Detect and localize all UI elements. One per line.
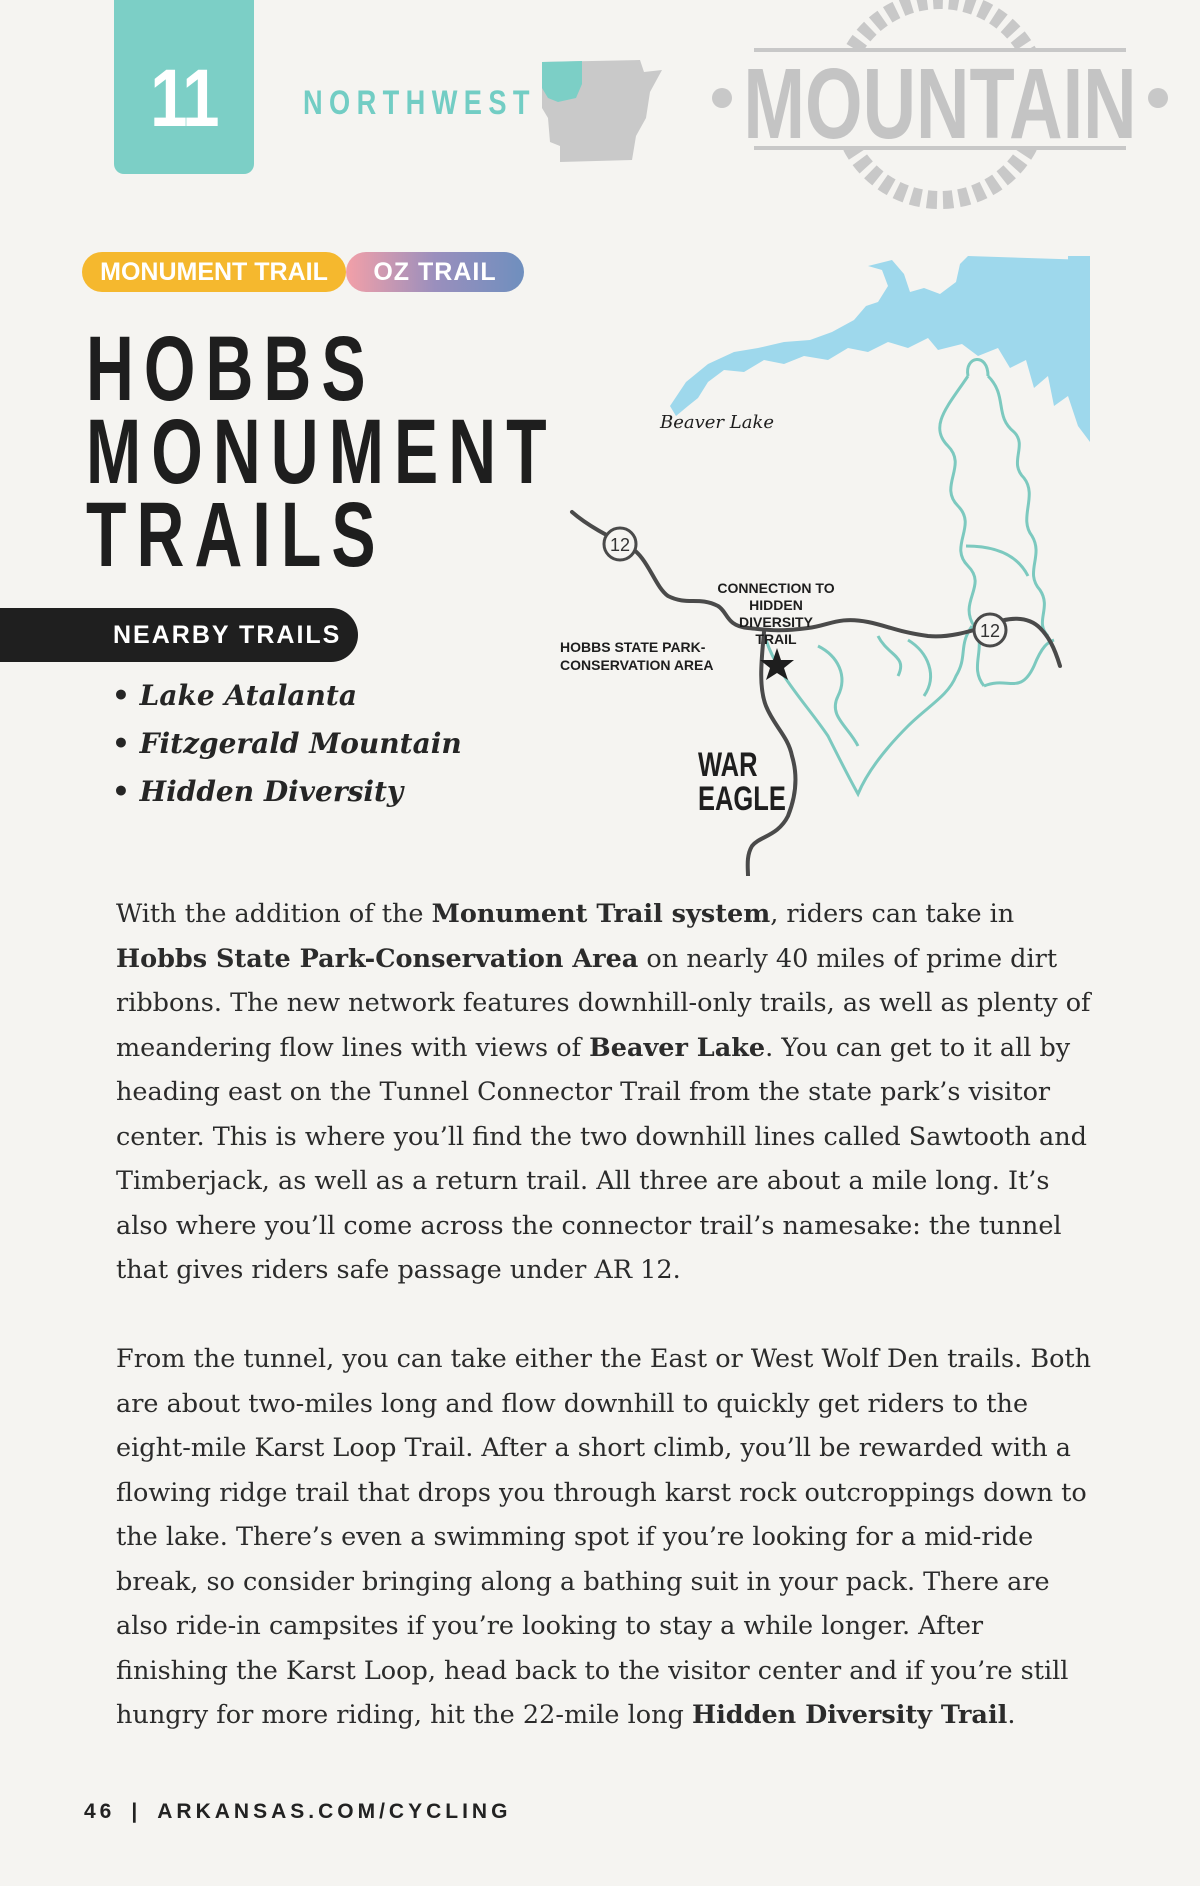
- connection-star-icon: [760, 648, 794, 680]
- body-text-span: on nearly 40 miles of prime dirt ribbons. The new network features downhill-only trails, as well as plenty of meandering flow lines with views of: [116, 943, 1091, 1063]
- body-bold-span: Beaver Lake: [589, 1032, 766, 1063]
- mountain-stamp-icon: [712, 0, 1168, 224]
- nearby-trail-name: Fitzgerald Mountain: [139, 727, 462, 760]
- title-line-1: HOBBS: [86, 318, 376, 420]
- body-paragraph-2: [116, 1337, 1096, 1738]
- nearby-trail-item: • Hidden Diversity: [112, 775, 404, 808]
- body-text-span: From the tunnel, you can take either the East or West Wolf Den trails. Both are about two-miles long and flow downhill to quickly get riders to the eight-mile Karst Loop Trail. After a short climb, you’ll be rewarded with a flowing ridge trail that drops you through karst rock outcroppings down to the lake. There’s even a swimming spot if you’re looking for a mid-ride break, so consider bringing along a bathing suit in your pack. There are also ride-in campsites if you’re looking to stay a while longer. After finishing the Karst Loop, head back to the visitor center and if you’re still hungry for more riding, hit the 22-mile long: [116, 1344, 1092, 1730]
- region-name: NORTHWEST: [303, 84, 536, 122]
- war-eagle-label-line-1: WAR: [698, 746, 758, 784]
- connection-label: [716, 580, 836, 648]
- connection-label-line-3: TRAIL: [755, 631, 797, 647]
- connection-label-line-2: HIDDEN DIVERSITY: [739, 597, 813, 630]
- trail-network: [766, 359, 1054, 794]
- body-bold-span: Hobbs State Park-Conservation Area: [116, 943, 639, 974]
- body-text-span: .: [1007, 1700, 1016, 1730]
- highway-12-shield-west: [604, 528, 636, 560]
- body-bold-span: Hidden Diversity Trail: [692, 1700, 1008, 1730]
- highway-12-shield-east: [974, 614, 1006, 646]
- body-paragraph-1: [116, 892, 1096, 1293]
- nearby-trail-item: • Fitzgerald Mountain: [112, 727, 462, 760]
- page-number: 46: [84, 1800, 116, 1823]
- nearby-trails-list: [112, 676, 462, 820]
- region-number: 11: [150, 53, 218, 144]
- hobbs-area-label-line-1: HOBBS STATE PARK-: [560, 639, 706, 655]
- hobbs-area-label-line-2: CONSERVATION AREA: [560, 657, 714, 673]
- title-line-2: MONUMENT: [86, 401, 557, 503]
- road-network: [572, 512, 1060, 876]
- arkansas-state-icon: [540, 58, 662, 162]
- body-text-span: With the addition of the: [116, 899, 432, 929]
- footer-separator: |: [131, 1800, 142, 1823]
- body-bold-span: Monument Trail system: [431, 899, 771, 929]
- highway-12-label-west: 12: [609, 535, 631, 555]
- mountain-stamp-text: MOUNTAIN: [743, 47, 1137, 160]
- nearby-trails-header: [0, 608, 358, 662]
- war-eagle-label-line-2: EAGLE: [698, 780, 786, 818]
- title-line-3: TRAILS: [86, 484, 386, 586]
- page-footer: [84, 1800, 511, 1824]
- footer-site: ARKANSAS.COM/CYCLING: [157, 1800, 512, 1823]
- nearby-trail-name: Lake Atalanta: [139, 679, 357, 712]
- monument-trail-tag: MONUMENT TRAIL: [82, 252, 346, 292]
- page-title: [86, 318, 557, 586]
- body-text-span: , riders can take in: [770, 899, 1015, 929]
- body-text-span: . You can get to it all by heading east on the Tunnel Connector Trail from the state park’s visitor center. This is where you’ll find the two downhill lines called Sawtooth and Timberjack, as well as a return trail. All three are about a mile long. It’s also where you’ll come across the connector trail’s namesake: the tunnel that gives riders safe passage under AR 12.: [116, 1032, 1087, 1285]
- nearby-trails-label: NEARBY TRAILS: [113, 621, 342, 649]
- connection-label-line-1: CONNECTION TO: [717, 580, 835, 596]
- beaver-lake-label: Beaver Lake: [660, 412, 775, 433]
- hobbs-area-label: [560, 638, 714, 674]
- war-eagle-label: [698, 748, 786, 816]
- highway-12-label-east: 12: [979, 621, 1001, 641]
- trail-map: [548, 256, 1090, 876]
- region-number-badge: [114, 0, 254, 174]
- nearby-trail-item: • Lake Atalanta: [112, 679, 357, 712]
- nearby-trail-name: Hidden Diversity: [139, 775, 404, 808]
- oz-trail-tag: OZ TRAIL: [346, 252, 524, 292]
